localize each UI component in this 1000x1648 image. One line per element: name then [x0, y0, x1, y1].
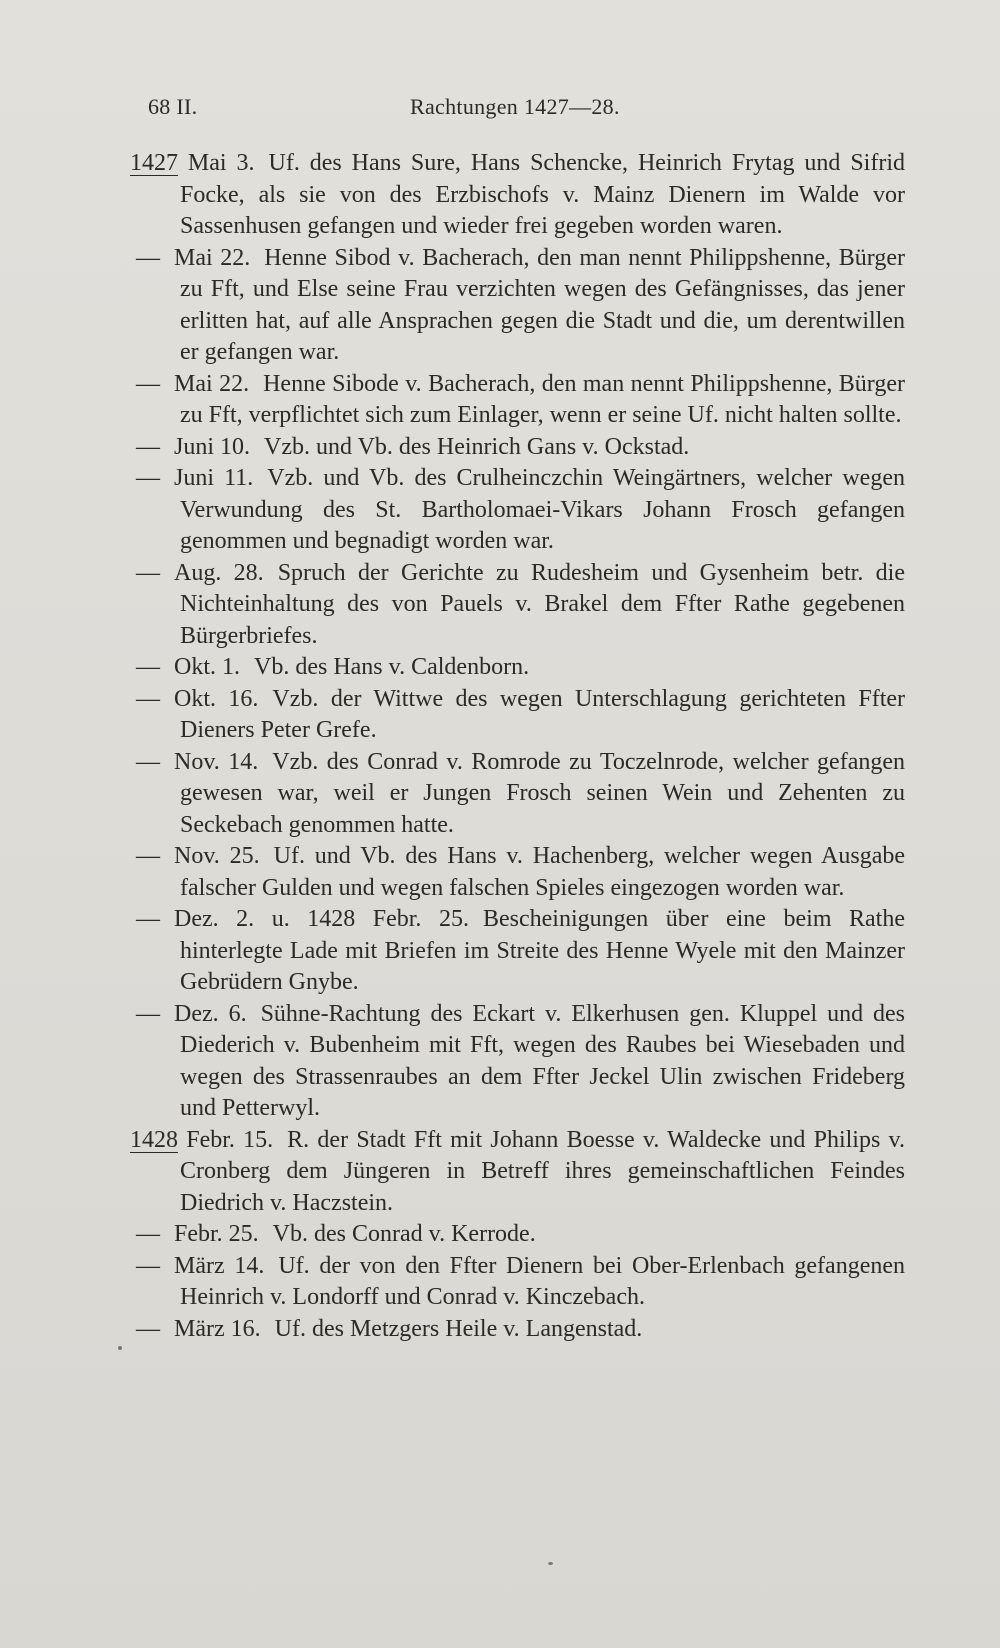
entry-date: Mai 22. — [174, 244, 251, 271]
entry-date: Aug. 28. — [174, 559, 264, 586]
regest-entry — [130, 652, 905, 684]
entry-text: Uf. des Hans Sure, Hans Schencke, Heinrich Frytag und Sifrid Focke, als sie von des Erzbischofs v. Mainz Dienern im Walde vor Sassenhusen gefangen und wieder frei gegeben worden waren. — [180, 150, 905, 239]
regest-entry — [130, 243, 905, 369]
entry-date: Dez. 6. — [174, 1000, 247, 1027]
entry-text: Uf. der von den Ffter Dienern bei Ober-Erlenbach gefangenen Heinrich v. Londorff und Conrad v. Kinczebach. — [180, 1252, 906, 1310]
regest-entry — [130, 1314, 905, 1346]
entry-date: Nov. 25. — [174, 843, 260, 869]
entry-text: Vb. des Conrad v. Kerrode. — [272, 1221, 536, 1247]
regest-entry — [130, 747, 905, 842]
entry-dash: — — [136, 1221, 160, 1247]
entry-text: Vb. des Hans v. Caldenborn. — [254, 654, 530, 680]
entry-dash: — — [136, 559, 160, 586]
entry-dash: — — [136, 465, 160, 491]
regest-entry — [130, 1251, 905, 1314]
entry-dash: — — [136, 843, 160, 869]
entry-text: Henne Sibod v. Bacherach, den man nennt Philippshenne, Bürger zu Fft, und Else seine Frau verzichten wegen des Gefängnisses, das jener erlitten hat, auf alle Ansprachen gegen die Stadt und die, um derentwillen er gefangen war. — [180, 244, 905, 365]
entry-date: Okt. 1. — [174, 654, 240, 680]
entry-dash: — — [136, 1252, 160, 1279]
entry-text: Vzb. und Vb. des Heinrich Gans v. Ockstad. — [264, 433, 690, 460]
entry-text: R. der Stadt Fft mit Johann Boesse v. Waldecke und Philips v. Cronberg dem Jüngeren in Betreff ihres gemeinschaftlichen Feindes Diedrich v. Haczstein. — [180, 1126, 906, 1216]
entry-dash: — — [136, 748, 160, 775]
regest-entry — [130, 684, 905, 747]
regest-entry — [130, 148, 905, 243]
entry-date: März 16. — [174, 1315, 261, 1342]
entry-text: Henne Sibode v. Bacherach, den man nennt Philippshenne, Bürger zu Fft, verpflichtet sich zum Einlager, wenn er seine Uf. nicht halten sollte. — [180, 370, 905, 428]
entry-dash: — — [136, 433, 160, 460]
regest-entry — [130, 463, 905, 558]
entry-dash: — — [136, 654, 160, 680]
entry-date: Juni 11. — [174, 465, 254, 491]
regest-entry — [130, 1219, 905, 1251]
entry-text: Vzb. der Wittwe des wegen Unterschlagung gerichteten Ffter Dieners Peter Grefe. — [180, 685, 906, 743]
regest-entry — [130, 999, 905, 1125]
entry-dash: — — [136, 1000, 160, 1027]
entry-text: Sühne-Rachtung des Eckart v. Elkerhusen gen. Kluppel und des Diederich v. Bubenheim mit Fft, wegen des Raubes bei Wiesebaden und wegen des Strassenraubes an dem Ffter Jeckel Ulin zwischen Frideberg und Petterwyl. — [180, 1000, 905, 1121]
entry-text: Uf. und Vb. des Hans v. Hachenberg, welcher wegen Ausgabe falscher Gulden und wegen falschen Spieles eingezogen worden war. — [180, 843, 905, 901]
regest-entry — [130, 1125, 905, 1220]
regest-entry — [130, 432, 905, 464]
entry-date: Nov. 14. — [174, 748, 259, 775]
entry-text: Vzb. und Vb. des Crulheinczchin Weingärtners, welcher wegen Verwundung des St. Bartholomaei-Vikars Johann Frosch gefangen genommen und begnadigt worden war. — [180, 465, 905, 554]
paper-speck — [548, 1562, 553, 1565]
entry-text: Bescheinigungen über eine beim Rathe hinterlegte Lade mit Briefen im Streite des Henne Wyele mit den Mainzer Gebrüdern Gnybe. — [180, 906, 905, 995]
entry-dash: — — [136, 244, 160, 271]
entry-list — [130, 148, 905, 1345]
entry-text: Uf. des Metzgers Heile v. Langenstad. — [274, 1315, 643, 1342]
regest-entry — [130, 369, 905, 432]
page-number: 68 II. — [148, 94, 198, 119]
regest-entry — [130, 558, 905, 653]
regest-entry — [130, 841, 905, 904]
entry-dash: — — [136, 1315, 160, 1342]
entry-dash: — — [136, 370, 160, 397]
entry-dash: — — [136, 906, 160, 932]
entry-text: Spruch der Gerichte zu Rudesheim und Gysenheim betr. die Nichteinhaltung des von Pauels v. Brakel dem Ffter Rathe gegebenen Bürgerbriefes. — [180, 559, 905, 649]
entry-date: März 14. — [174, 1252, 265, 1279]
regest-entry — [130, 904, 905, 999]
entry-date: Febr. 25. — [174, 1221, 259, 1247]
paper-speck — [118, 1346, 122, 1350]
entry-date: Febr. 15. — [186, 1126, 274, 1153]
entry-text: Vzb. des Conrad v. Romrode zu Toczelnrode, welcher gefangen gewesen war, weil er Jungen Frosch seinen Wein und Zehenten zu Seckebach genommen hatte. — [180, 748, 906, 838]
entry-date: Dez. 2. u. 1428 Febr. 25. — [174, 906, 469, 932]
entry-date: Mai 22. — [174, 370, 250, 397]
entry-year: 1427 — [130, 150, 178, 176]
running-header — [148, 94, 908, 130]
entry-year: 1428 — [130, 1126, 178, 1153]
entry-dash: — — [136, 685, 160, 712]
entry-date: Okt. 16. — [174, 685, 259, 712]
entry-date: Juni 10. — [174, 433, 251, 460]
entry-date: Mai 3. — [187, 150, 255, 176]
running-title: Rachtungen 1427—28. — [410, 94, 620, 119]
